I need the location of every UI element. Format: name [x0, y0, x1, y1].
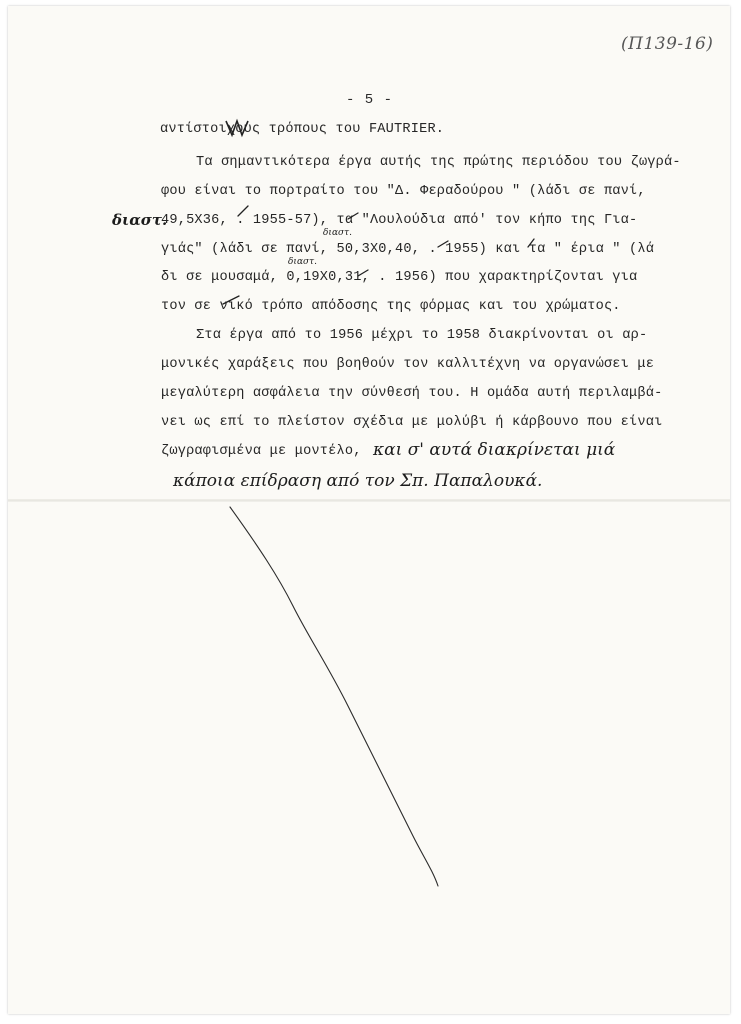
correction-overwrite: [226, 121, 248, 135]
handwritten-insert: κάποια επίδραση από τον Σπ. Παπαλουκά.: [173, 471, 543, 491]
archive-reference: (Π139-16): [621, 34, 714, 54]
handwritten-margin-note: διαστ.: [112, 211, 168, 229]
text-line: Τα σημαντικότερα έργα αυτής της πρώτης περιόδου του ζωγρά-: [196, 155, 681, 170]
text-line: Στα έργα από το 1956 μέχρι το 1958 διακρίνονται οι αρ-: [196, 328, 648, 343]
page-number: - 5 -: [346, 92, 394, 108]
text-line: 49,5Χ36, . 1955-57), τα "Λουλούδια από' τον κήπο της Για-: [161, 213, 638, 228]
text-line: αντίστοιχους τρόπους του FAUTRIER.: [160, 122, 445, 137]
text-line: μονικές χαράξεις που βοηθούν τον καλλιτέχνη να οργανώσει με: [161, 357, 655, 372]
document-page: [8, 6, 730, 1014]
text-line: μεγαλύτερη ασφάλεια την σύνθεσή του. Η ομάδα αυτή περιλαμβά-: [161, 386, 663, 401]
text-line: ζωγραφισμένα με μοντέλο,: [161, 444, 362, 459]
text-line: φου είναι το πορτραίτο του "Δ. Φεραδούρου " (λάδι σε πανί,: [161, 184, 646, 199]
text-line: νει ως επί το πλείστον σχέδια με μολύβι ή κάρβουνο που είναι: [161, 415, 663, 430]
handwritten-insert: και σ' αυτά διακρίνεται μιά: [373, 440, 616, 460]
text-line: τον σε νικό τρόπο απόδοσης της φόρμας και του χρώματος.: [161, 299, 621, 314]
text-line: δι σε μουσαμά, 0,19Χ0,31, . 1956) που χαρακτηρίζονται για: [161, 270, 638, 285]
handwritten-note-above: διαστ.: [288, 257, 318, 267]
handwritten-note-above: διαστ.: [323, 228, 353, 238]
pen-marks: [8, 6, 730, 1014]
text-line: γιάς" (λάδι σε πανί, 50,3Χ0,40, . 1955) και τα " έρια " (λά: [161, 242, 655, 257]
long-pen-stroke: [230, 507, 438, 886]
correction-marks: [223, 206, 534, 304]
